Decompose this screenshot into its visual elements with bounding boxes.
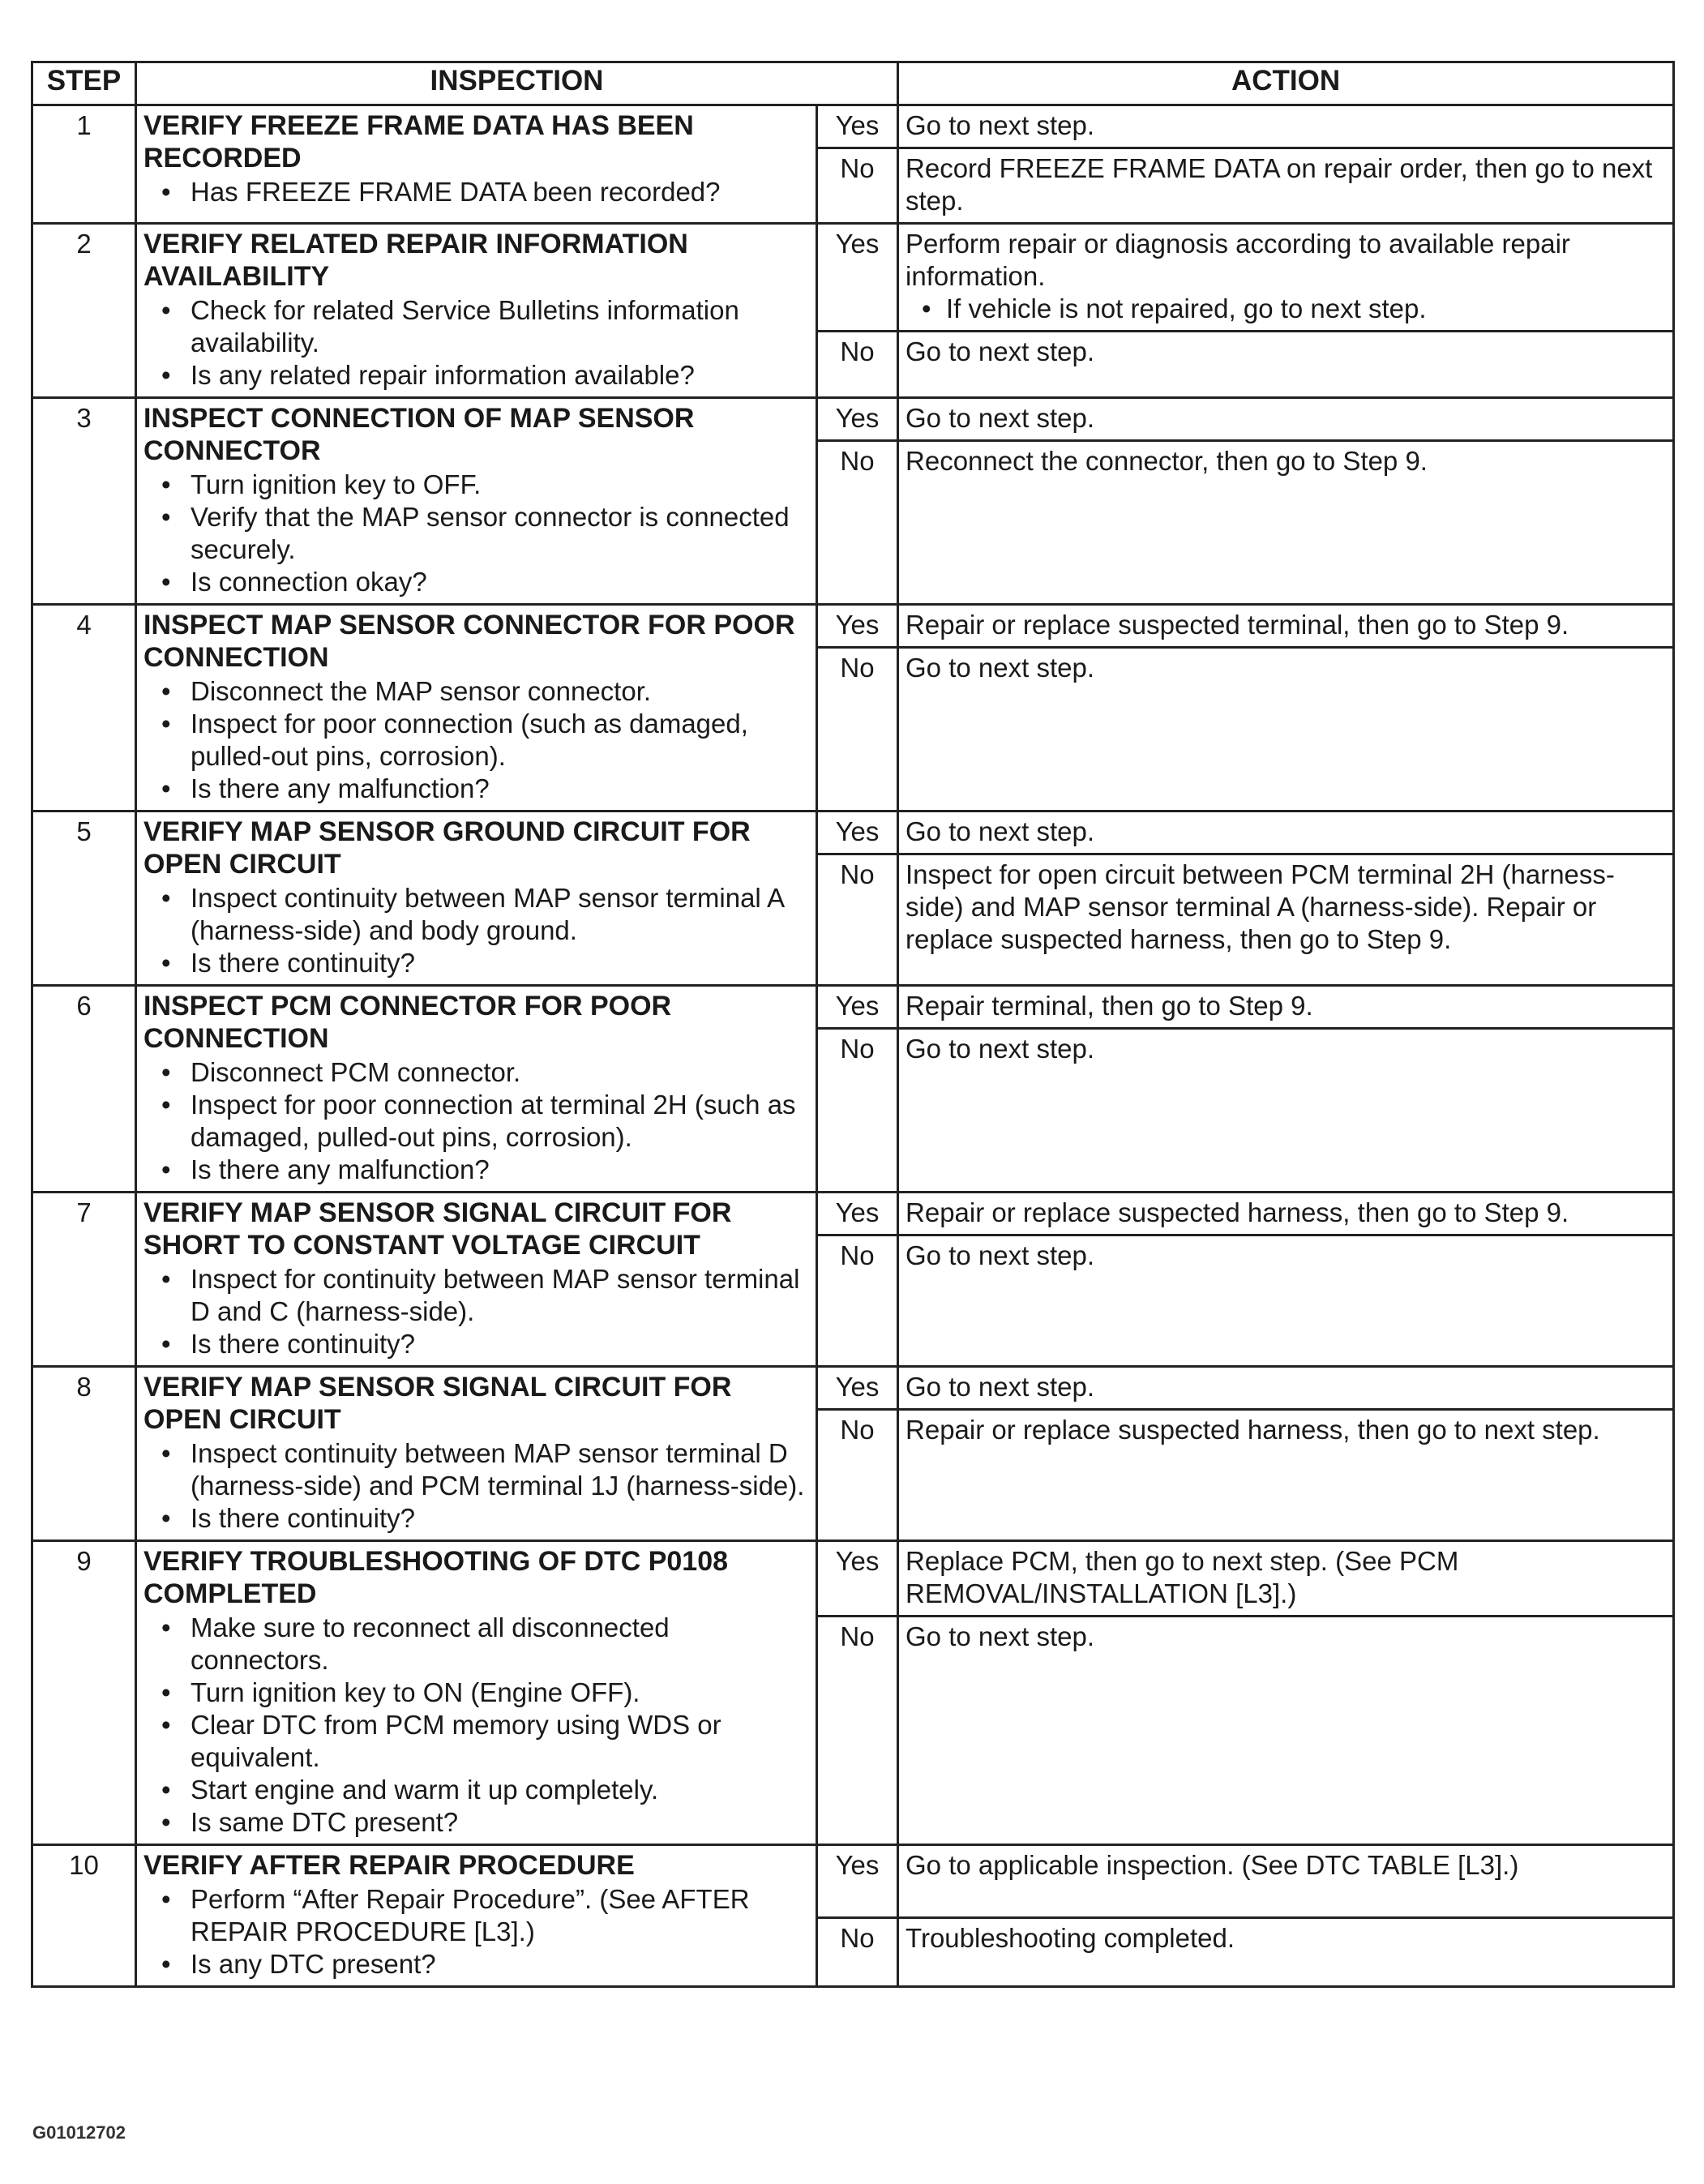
inspection-bullet: • Verify that the MAP sensor connector is connected securely.	[191, 501, 809, 566]
no-label: No	[817, 441, 898, 605]
yes-action-text: Go to next step.	[906, 403, 1094, 433]
step-number: 7	[32, 1193, 136, 1367]
table-row	[32, 986, 1674, 1029]
inspection-cell	[136, 1541, 817, 1845]
no-action	[898, 1918, 1674, 1987]
inspection-title: VERIFY MAP SENSOR SIGNAL CIRCUIT FOR OPEN CIRCUIT	[143, 1372, 732, 1435]
table-row	[32, 224, 1674, 332]
no-label: No	[817, 148, 898, 224]
no-action-text: Reconnect the connector, then go to Step 9.	[906, 446, 1428, 476]
yes-label: Yes	[817, 224, 898, 332]
no-label: No	[817, 332, 898, 398]
inspection-title: INSPECT PCM CONNECTOR FOR POOR CONNECTION	[143, 991, 672, 1054]
inspection-cell	[136, 605, 817, 812]
yes-label: Yes	[817, 1541, 898, 1617]
inspection-bullet: • Inspect for poor connection (such as damaged, pulled-out pins, corrosion).	[191, 708, 809, 773]
table-header-row	[32, 62, 1674, 105]
no-action	[898, 441, 1674, 605]
inspection-checklist	[143, 469, 809, 598]
action-subitem: • If vehicle is not repaired, go to next step.	[946, 293, 1666, 325]
no-label: No	[817, 1617, 898, 1845]
inspection-bullet: • Is any DTC present?	[191, 1948, 809, 1981]
inspection-title: VERIFY FREEZE FRAME DATA HAS BEEN RECORDED	[143, 110, 694, 173]
inspection-checklist	[143, 1263, 809, 1360]
inspection-checklist	[143, 176, 809, 208]
inspection-cell	[136, 398, 817, 605]
yes-action-text: Go to applicable inspection. (See DTC TABLE [L3].)	[906, 1850, 1519, 1880]
step-number: 9	[32, 1541, 136, 1845]
yes-action	[898, 1367, 1674, 1410]
inspection-checklist	[143, 1883, 809, 1981]
step-number: 3	[32, 398, 136, 605]
yes-action	[898, 605, 1674, 648]
step-number: 1	[32, 105, 136, 224]
yes-action	[898, 224, 1674, 332]
inspection-bullet: • Has FREEZE FRAME DATA been recorded?	[191, 176, 809, 208]
inspection-cell	[136, 105, 817, 224]
inspection-bullet: • Is there continuity?	[191, 1328, 809, 1360]
inspection-cell	[136, 812, 817, 986]
no-action	[898, 1410, 1674, 1541]
inspection-title: INSPECT MAP SENSOR CONNECTOR FOR POOR CONNECTION	[143, 610, 795, 673]
inspection-bullet: • Disconnect the MAP sensor connector.	[191, 675, 809, 708]
step-number: 2	[32, 224, 136, 398]
yes-action-subitems	[906, 293, 1666, 325]
table-row	[32, 398, 1674, 441]
no-action	[898, 1617, 1674, 1845]
step-number: 4	[32, 605, 136, 812]
inspection-cell	[136, 986, 817, 1193]
figure-code: G01012702	[32, 2122, 126, 2143]
no-action-text: Go to next step.	[906, 1034, 1094, 1064]
step-column-header: STEP	[32, 62, 136, 105]
inspection-column-header: INSPECTION	[136, 62, 898, 105]
yes-action	[898, 398, 1674, 441]
inspection-bullet: • Clear DTC from PCM memory using WDS or equivalent.	[191, 1709, 809, 1774]
yes-action	[898, 1845, 1674, 1918]
table-row	[32, 1845, 1674, 1918]
yes-label: Yes	[817, 605, 898, 648]
inspection-checklist	[143, 1437, 809, 1535]
yes-label: Yes	[817, 1193, 898, 1235]
action-column-header: ACTION	[898, 62, 1674, 105]
inspection-bullet: • Start engine and warm it up completely.	[191, 1774, 809, 1806]
yes-action	[898, 1193, 1674, 1235]
inspection-title: VERIFY RELATED REPAIR INFORMATION AVAILABILITY	[143, 229, 688, 292]
yes-action-text: Repair terminal, then go to Step 9.	[906, 991, 1313, 1021]
table-row	[32, 1193, 1674, 1235]
table-row	[32, 812, 1674, 854]
inspection-checklist	[143, 1056, 809, 1186]
inspection-bullet: • Is there continuity?	[191, 947, 809, 979]
no-action	[898, 854, 1674, 986]
no-action-text: Go to next step.	[906, 1240, 1094, 1270]
inspection-title: VERIFY AFTER REPAIR PROCEDURE	[143, 1850, 635, 1881]
table-row	[32, 1541, 1674, 1617]
table-row	[32, 1367, 1674, 1410]
inspection-cell	[136, 224, 817, 398]
inspection-bullet: • Inspect continuity between MAP sensor terminal A (harness-side) and body ground.	[191, 882, 809, 947]
step-number: 10	[32, 1845, 136, 1987]
no-action-text: Troubleshooting completed.	[906, 1923, 1235, 1953]
yes-label: Yes	[817, 105, 898, 148]
yes-action-text: Perform repair or diagnosis according to available repair information.	[906, 229, 1570, 291]
inspection-checklist	[143, 1612, 809, 1839]
table-body	[32, 105, 1674, 1987]
no-label: No	[817, 1029, 898, 1193]
yes-action-text: Repair or replace suspected terminal, then go to Step 9.	[906, 610, 1569, 640]
yes-action-text: Go to next step.	[906, 110, 1094, 140]
inspection-bullet: • Is connection okay?	[191, 566, 809, 598]
no-action	[898, 148, 1674, 224]
no-label: No	[817, 1410, 898, 1541]
inspection-checklist	[143, 294, 809, 392]
yes-action	[898, 1541, 1674, 1617]
yes-label: Yes	[817, 398, 898, 441]
inspection-bullet: • Is there any malfunction?	[191, 773, 809, 805]
inspection-cell	[136, 1845, 817, 1987]
inspection-bullet: • Inspect continuity between MAP sensor terminal D (harness-side) and PCM terminal 1J (harness-side).	[191, 1437, 809, 1502]
no-label: No	[817, 1235, 898, 1367]
step-number: 5	[32, 812, 136, 986]
yes-action-text: Go to next step.	[906, 1372, 1094, 1402]
inspection-bullet: • Turn ignition key to OFF.	[191, 469, 809, 501]
inspection-bullet: • Is any related repair information available?	[191, 359, 809, 392]
step-number: 8	[32, 1367, 136, 1541]
yes-label: Yes	[817, 1367, 898, 1410]
inspection-bullet: • Inspect for continuity between MAP sensor terminal D and C (harness-side).	[191, 1263, 809, 1328]
inspection-title: INSPECT CONNECTION OF MAP SENSOR CONNECTOR	[143, 403, 695, 466]
no-action-text: Go to next step.	[906, 336, 1094, 366]
no-action-text: Go to next step.	[906, 1621, 1094, 1651]
inspection-title: VERIFY MAP SENSOR SIGNAL CIRCUIT FOR SHORT TO CONSTANT VOLTAGE CIRCUIT	[143, 1197, 732, 1261]
no-label: No	[817, 648, 898, 812]
table-row	[32, 105, 1674, 148]
inspection-bullet: • Inspect for poor connection at terminal 2H (such as damaged, pulled-out pins, corrosion).	[191, 1089, 809, 1154]
inspection-checklist	[143, 882, 809, 979]
no-action-text: Go to next step.	[906, 653, 1094, 683]
yes-label: Yes	[817, 986, 898, 1029]
table-row	[32, 605, 1674, 648]
no-label: No	[817, 854, 898, 986]
inspection-cell	[136, 1367, 817, 1541]
inspection-cell	[136, 1193, 817, 1367]
yes-action	[898, 105, 1674, 148]
inspection-bullet: • Disconnect PCM connector.	[191, 1056, 809, 1089]
no-label: No	[817, 1918, 898, 1987]
yes-action	[898, 986, 1674, 1029]
no-action-text: Record FREEZE FRAME DATA on repair order, then go to next step.	[906, 153, 1653, 216]
inspection-bullet: • Check for related Service Bulletins information availability.	[191, 294, 809, 359]
yes-action	[898, 812, 1674, 854]
yes-label: Yes	[817, 812, 898, 854]
inspection-title: VERIFY TROUBLESHOOTING OF DTC P0108 COMPLETED	[143, 1546, 729, 1609]
inspection-title: VERIFY MAP SENSOR GROUND CIRCUIT FOR OPEN CIRCUIT	[143, 816, 751, 880]
diagnostic-procedure-table	[31, 61, 1675, 1988]
yes-action-text: Replace PCM, then go to next step. (See PCM REMOVAL/INSTALLATION [L3].)	[906, 1546, 1459, 1608]
inspection-bullet: • Is there any malfunction?	[191, 1154, 809, 1186]
inspection-bullet: • Is same DTC present?	[191, 1806, 809, 1839]
no-action	[898, 332, 1674, 398]
inspection-bullet: • Make sure to reconnect all disconnected connectors.	[191, 1612, 809, 1677]
yes-label: Yes	[817, 1845, 898, 1918]
step-number: 6	[32, 986, 136, 1193]
no-action-text: Repair or replace suspected harness, then go to next step.	[906, 1415, 1600, 1445]
yes-action-text: Go to next step.	[906, 816, 1094, 846]
no-action	[898, 1235, 1674, 1367]
inspection-bullet: • Perform “After Repair Procedure”. (See AFTER REPAIR PROCEDURE [L3].)	[191, 1883, 809, 1948]
inspection-checklist	[143, 675, 809, 805]
no-action	[898, 648, 1674, 812]
inspection-bullet: • Is there continuity?	[191, 1502, 809, 1535]
inspection-bullet: • Turn ignition key to ON (Engine OFF).	[191, 1677, 809, 1709]
yes-action-text: Repair or replace suspected harness, then go to Step 9.	[906, 1197, 1569, 1227]
no-action-text: Inspect for open circuit between PCM terminal 2H (harness-side) and MAP sensor terminal A (harness-side). Repair or replace suspected harness, then go to Step 9.	[906, 859, 1615, 954]
no-action	[898, 1029, 1674, 1193]
